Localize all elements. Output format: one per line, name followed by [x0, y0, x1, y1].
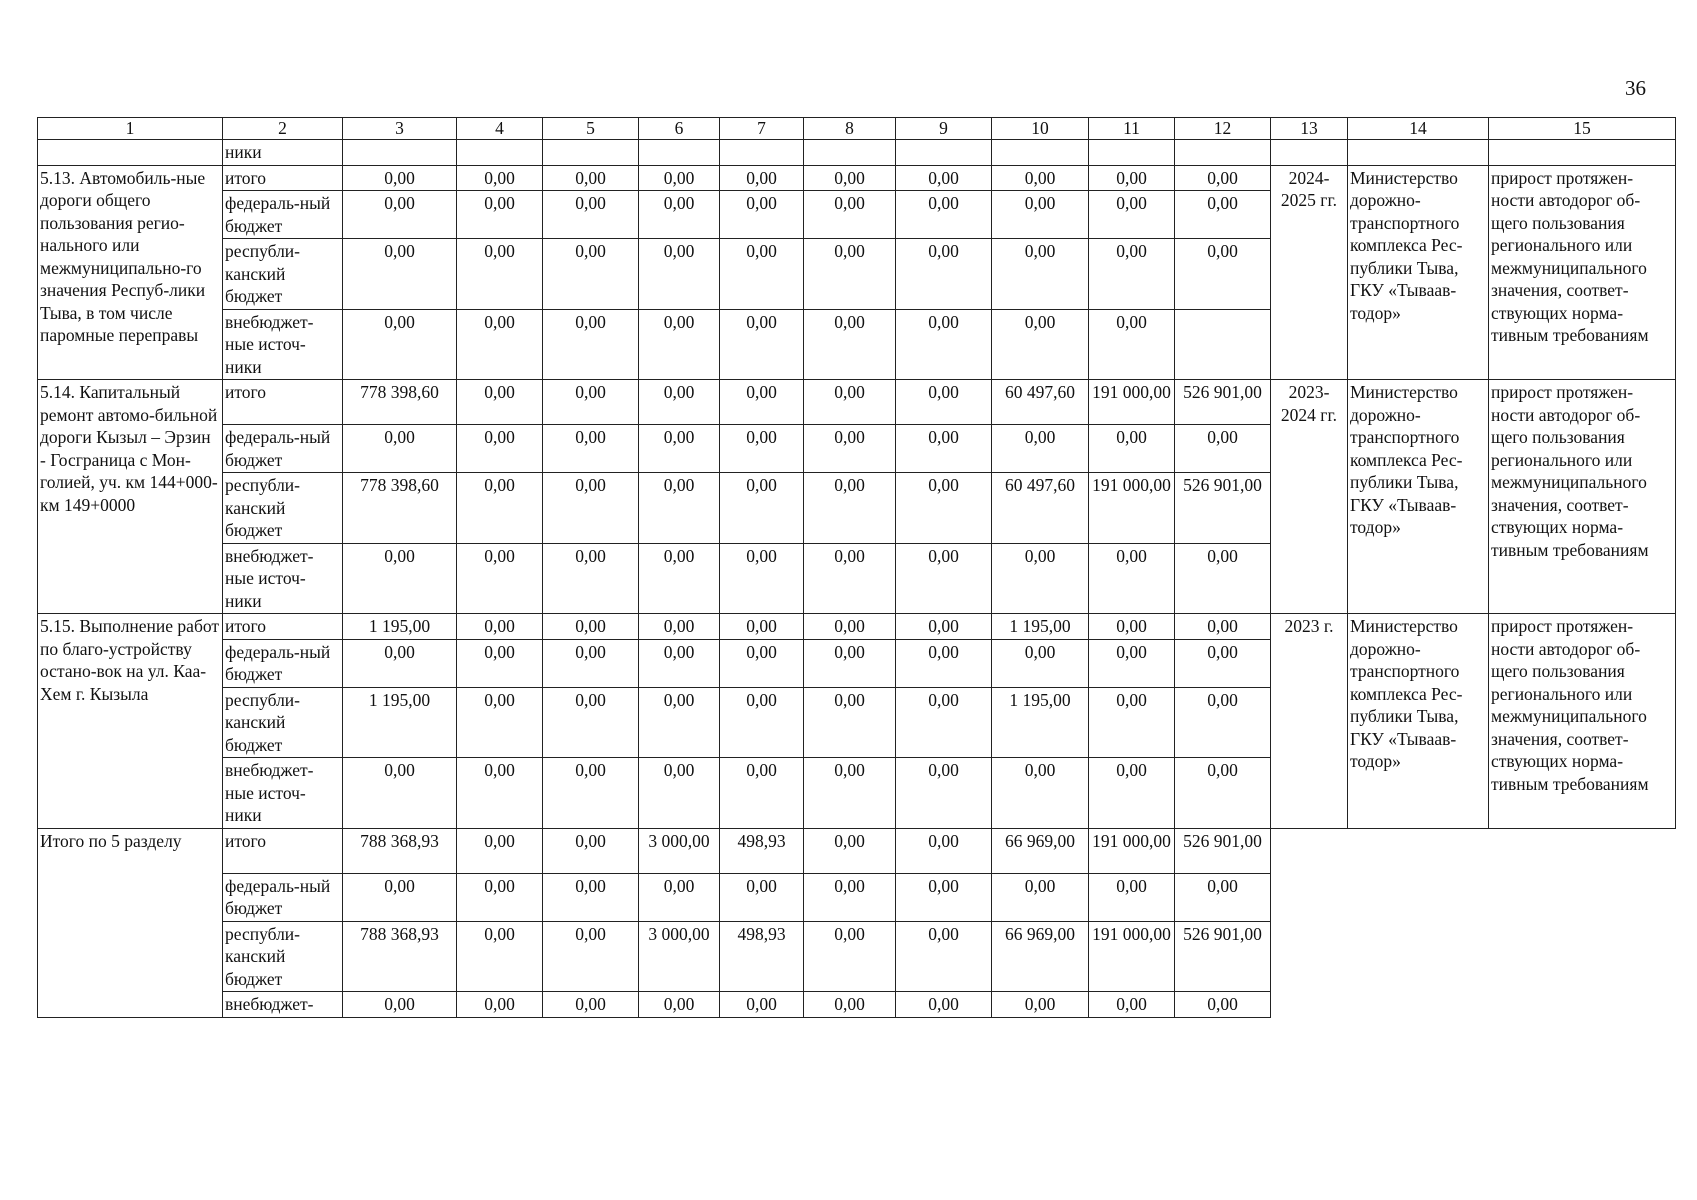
value-cell: 0,00 — [343, 992, 457, 1018]
value-cell: 0,00 — [720, 639, 804, 687]
value-cell: 526 901,00 — [1175, 380, 1271, 425]
value-cell: 0,00 — [1175, 165, 1271, 191]
value-cell — [1175, 309, 1271, 380]
value-cell: 0,00 — [1089, 873, 1175, 921]
value-cell: 0,00 — [804, 543, 896, 614]
source-cell: внебюджет-ные источ-ники — [223, 309, 343, 380]
value-cell: 0,00 — [1089, 758, 1175, 829]
value-cell: 0,00 — [543, 473, 639, 544]
value-cell: 0,00 — [543, 165, 639, 191]
value-cell: 0,00 — [1175, 992, 1271, 1018]
value-cell: 0,00 — [896, 921, 992, 992]
value-cell: 0,00 — [543, 309, 639, 380]
value-cell: 191 000,00 — [1089, 473, 1175, 544]
value-cell: 0,00 — [1089, 992, 1175, 1018]
value-cell: 0,00 — [896, 639, 992, 687]
value-cell: 0,00 — [543, 921, 639, 992]
value-cell: 1 195,00 — [992, 687, 1089, 758]
header-cell: 4 — [457, 118, 543, 140]
table-row — [38, 380, 1676, 425]
value-cell: 0,00 — [804, 828, 896, 873]
value-cell: 0,00 — [896, 473, 992, 544]
header-cell: 1 — [38, 118, 223, 140]
value-cell: 0,00 — [992, 873, 1089, 921]
value-cell: 0,00 — [343, 543, 457, 614]
value-cell: 0,00 — [457, 425, 543, 473]
value-cell: 0,00 — [992, 425, 1089, 473]
value-cell: 0,00 — [343, 239, 457, 310]
value-cell: 0,00 — [992, 543, 1089, 614]
source-cell: итого — [223, 828, 343, 873]
value-cell: 0,00 — [457, 473, 543, 544]
value-cell: 0,00 — [720, 614, 804, 640]
value-cell: 0,00 — [720, 758, 804, 829]
value-cell: 0,00 — [1175, 873, 1271, 921]
value-cell: 778 398,60 — [343, 473, 457, 544]
value-cell: 0,00 — [720, 239, 804, 310]
table-body — [38, 118, 1676, 1018]
value-cell: 0,00 — [1089, 543, 1175, 614]
section-name: 5.15. Выполнение работ по благо-устройству остано-вок на ул. Каа-Хем г. Кызыла — [38, 614, 223, 829]
value-cell: 0,00 — [543, 614, 639, 640]
value-cell: 788 368,93 — [343, 921, 457, 992]
value-cell: 1 195,00 — [343, 687, 457, 758]
value-cell: 0,00 — [639, 873, 720, 921]
value-cell: 0,00 — [720, 687, 804, 758]
value-cell: 0,00 — [639, 758, 720, 829]
header-cell: 9 — [896, 118, 992, 140]
value-cell: 191 000,00 — [1089, 380, 1175, 425]
value-cell: 0,00 — [639, 191, 720, 239]
value-cell: 0,00 — [343, 758, 457, 829]
source-cell: республи-канский бюджет — [223, 921, 343, 992]
period-cell: 2023 г. — [1271, 614, 1348, 829]
value-cell: 0,00 — [343, 309, 457, 380]
executor-cell: Министерство дорожно-транспортного комплекса Рес-публики Тыва, ГКУ «Тываав-тодор» — [1348, 614, 1489, 829]
value-cell: 0,00 — [720, 165, 804, 191]
value-cell: 0,00 — [639, 239, 720, 310]
value-cell: 0,00 — [639, 614, 720, 640]
value-cell: 0,00 — [720, 473, 804, 544]
header-cell: 11 — [1089, 118, 1175, 140]
value-cell: 0,00 — [639, 165, 720, 191]
value-cell: 0,00 — [804, 687, 896, 758]
value-cell: 0,00 — [457, 309, 543, 380]
value-cell: 0,00 — [1089, 639, 1175, 687]
value-cell: 0,00 — [543, 687, 639, 758]
value-cell: 0,00 — [1089, 614, 1175, 640]
value-cell: 0,00 — [1089, 191, 1175, 239]
value-cell: 0,00 — [804, 992, 896, 1018]
value-cell: 0,00 — [457, 614, 543, 640]
header-cell: 14 — [1348, 118, 1489, 140]
source-cell: федераль-ный бюджет — [223, 425, 343, 473]
value-cell: 526 901,00 — [1175, 473, 1271, 544]
value-cell: 0,00 — [457, 639, 543, 687]
value-cell: 0,00 — [457, 758, 543, 829]
value-cell: 498,93 — [720, 828, 804, 873]
value-cell: 0,00 — [639, 543, 720, 614]
value-cell: 0,00 — [720, 380, 804, 425]
source-cell: итого — [223, 380, 343, 425]
value-cell: 0,00 — [543, 380, 639, 425]
value-cell: 526 901,00 — [1175, 921, 1271, 992]
value-cell: 0,00 — [720, 425, 804, 473]
value-cell: 0,00 — [896, 380, 992, 425]
value-cell: 0,00 — [804, 165, 896, 191]
value-cell: 526 901,00 — [1175, 828, 1271, 873]
header-cell: 10 — [992, 118, 1089, 140]
value-cell: 0,00 — [804, 758, 896, 829]
source-cell: федераль-ный бюджет — [223, 191, 343, 239]
value-cell: 0,00 — [639, 992, 720, 1018]
value-cell: 66 969,00 — [992, 828, 1089, 873]
table-row — [38, 614, 1676, 640]
value-cell: 0,00 — [639, 380, 720, 425]
section-name: Итого по 5 разделу — [38, 828, 223, 1017]
value-cell: 0,00 — [1089, 165, 1175, 191]
value-cell: 0,00 — [804, 614, 896, 640]
value-cell: 0,00 — [896, 873, 992, 921]
source-cell: итого — [223, 614, 343, 640]
section-name: 5.13. Автомобиль-ные дороги общего пользования регио-нального или межмуниципально-го значения Респуб-лики Тыва, в том числе паромные переправы — [38, 165, 223, 380]
value-cell: 0,00 — [543, 239, 639, 310]
executor-cell: Министерство дорожно-транспортного комплекса Рес-публики Тыва, ГКУ «Тываав-тодор» — [1348, 165, 1489, 380]
value-cell: 0,00 — [639, 425, 720, 473]
value-cell: 0,00 — [804, 921, 896, 992]
value-cell: 191 000,00 — [1089, 921, 1175, 992]
value-cell: 0,00 — [457, 191, 543, 239]
empty-cell — [38, 140, 223, 166]
value-cell: 0,00 — [1089, 309, 1175, 380]
page-number: 36 — [1625, 76, 1646, 100]
value-cell: 66 969,00 — [992, 921, 1089, 992]
value-cell: 0,00 — [457, 873, 543, 921]
value-cell: 3 000,00 — [639, 921, 720, 992]
value-cell: 0,00 — [1175, 639, 1271, 687]
value-cell: 0,00 — [343, 191, 457, 239]
value-cell: 0,00 — [896, 758, 992, 829]
result-cell: прирост протяжен-ности автодорог об-щего пользования регионального или межмуниципального значения, соответ-ствующих норма-тивным требованиям — [1489, 380, 1676, 614]
source-cell: республи-канский бюджет — [223, 687, 343, 758]
value-cell: 0,00 — [1089, 239, 1175, 310]
period-cell: 2024-2025 гг. — [1271, 165, 1348, 380]
value-cell: 0,00 — [804, 309, 896, 380]
header-cell: 7 — [720, 118, 804, 140]
value-cell: 0,00 — [896, 239, 992, 310]
value-cell: 0,00 — [992, 758, 1089, 829]
value-cell: 0,00 — [896, 614, 992, 640]
source-cell: федераль-ный бюджет — [223, 639, 343, 687]
value-cell: 0,00 — [1175, 758, 1271, 829]
value-cell: 0,00 — [896, 191, 992, 239]
blank-region — [1271, 828, 1676, 1017]
value-cell: 0,00 — [1175, 239, 1271, 310]
value-cell: 0,00 — [457, 165, 543, 191]
source-cell: республи-канский бюджет — [223, 473, 343, 544]
value-cell: 0,00 — [720, 873, 804, 921]
value-cell: 0,00 — [992, 165, 1089, 191]
header-cell: 12 — [1175, 118, 1271, 140]
result-cell: прирост протяжен-ности автодорог об-щего пользования регионального или межмуниципального значения, соответ-ствующих норма-тивным требованиям — [1489, 165, 1676, 380]
value-cell: 0,00 — [343, 165, 457, 191]
value-cell: 0,00 — [543, 992, 639, 1018]
header-cell: 3 — [343, 118, 457, 140]
header-cell: 13 — [1271, 118, 1348, 140]
budget-table — [37, 117, 1676, 1018]
value-cell: 778 398,60 — [343, 380, 457, 425]
value-cell: 0,00 — [804, 473, 896, 544]
header-cell: 6 — [639, 118, 720, 140]
value-cell: 0,00 — [896, 828, 992, 873]
value-cell: 0,00 — [992, 239, 1089, 310]
value-cell: 0,00 — [639, 687, 720, 758]
value-cell: 0,00 — [639, 473, 720, 544]
value-cell: 60 497,60 — [992, 473, 1089, 544]
value-cell: 0,00 — [543, 873, 639, 921]
value-cell: 0,00 — [343, 639, 457, 687]
value-cell: 0,00 — [543, 543, 639, 614]
source-cell: внебюджет-ные источ-ники — [223, 758, 343, 829]
executor-cell: Министерство дорожно-транспортного комплекса Рес-публики Тыва, ГКУ «Тываав-тодор» — [1348, 380, 1489, 614]
value-cell: 0,00 — [992, 309, 1089, 380]
value-cell: 0,00 — [804, 380, 896, 425]
value-cell: 0,00 — [896, 992, 992, 1018]
value-cell: 0,00 — [992, 992, 1089, 1018]
value-cell: 498,93 — [720, 921, 804, 992]
value-cell: 1 195,00 — [343, 614, 457, 640]
table-row — [38, 165, 1676, 191]
value-cell: 0,00 — [457, 239, 543, 310]
value-cell: 0,00 — [1089, 425, 1175, 473]
value-cell: 60 497,60 — [992, 380, 1089, 425]
value-cell: 0,00 — [639, 309, 720, 380]
value-cell: 0,00 — [896, 687, 992, 758]
value-cell: 1 195,00 — [992, 614, 1089, 640]
source-cell: ники — [223, 140, 343, 166]
table-row — [38, 828, 1676, 873]
value-cell: 0,00 — [896, 425, 992, 473]
value-cell: 0,00 — [1175, 191, 1271, 239]
result-cell: прирост протяжен-ности автодорог об-щего пользования регионального или межмуниципального значения, соответ-ствующих норма-тивным требованиям — [1489, 614, 1676, 829]
header-cell: 15 — [1489, 118, 1676, 140]
value-cell: 0,00 — [543, 828, 639, 873]
source-cell: внебюджет- — [223, 992, 343, 1018]
period-cell: 2023-2024 гг. — [1271, 380, 1348, 614]
value-cell: 0,00 — [896, 543, 992, 614]
value-cell: 0,00 — [543, 425, 639, 473]
value-cell: 0,00 — [457, 687, 543, 758]
value-cell: 0,00 — [804, 873, 896, 921]
value-cell: 0,00 — [1089, 687, 1175, 758]
source-cell: внебюджет-ные источ-ники — [223, 543, 343, 614]
value-cell: 0,00 — [1175, 687, 1271, 758]
value-cell: 0,00 — [896, 309, 992, 380]
header-row — [38, 118, 1676, 140]
value-cell: 0,00 — [804, 425, 896, 473]
source-cell: итого — [223, 165, 343, 191]
value-cell: 0,00 — [1175, 425, 1271, 473]
value-cell: 0,00 — [457, 828, 543, 873]
value-cell: 0,00 — [1175, 614, 1271, 640]
value-cell: 0,00 — [992, 639, 1089, 687]
value-cell: 0,00 — [720, 191, 804, 239]
value-cell: 0,00 — [992, 191, 1089, 239]
value-cell: 0,00 — [720, 543, 804, 614]
value-cell: 0,00 — [343, 873, 457, 921]
header-cell: 2 — [223, 118, 343, 140]
continuation-row — [38, 140, 1676, 166]
value-cell: 0,00 — [543, 758, 639, 829]
value-cell: 0,00 — [804, 239, 896, 310]
value-cell: 0,00 — [457, 921, 543, 992]
value-cell: 0,00 — [457, 380, 543, 425]
value-cell: 0,00 — [343, 425, 457, 473]
value-cell: 0,00 — [543, 191, 639, 239]
value-cell: 0,00 — [720, 992, 804, 1018]
section-name: 5.14. Капитальный ремонт автомо-бильной дороги Кызыл – Эрзин - Госграница с Мон-голией, уч. км 144+000-км 149+0000 — [38, 380, 223, 614]
value-cell: 0,00 — [1175, 543, 1271, 614]
header-cell: 5 — [543, 118, 639, 140]
value-cell: 0,00 — [543, 639, 639, 687]
value-cell: 0,00 — [896, 165, 992, 191]
source-cell: федераль-ный бюджет — [223, 873, 343, 921]
value-cell: 3 000,00 — [639, 828, 720, 873]
value-cell: 0,00 — [457, 543, 543, 614]
value-cell: 0,00 — [457, 992, 543, 1018]
value-cell: 0,00 — [720, 309, 804, 380]
value-cell: 0,00 — [804, 191, 896, 239]
value-cell: 191 000,00 — [1089, 828, 1175, 873]
header-cell: 8 — [804, 118, 896, 140]
value-cell: 788 368,93 — [343, 828, 457, 873]
value-cell: 0,00 — [639, 639, 720, 687]
value-cell: 0,00 — [804, 639, 896, 687]
source-cell: республи-канский бюджет — [223, 239, 343, 310]
